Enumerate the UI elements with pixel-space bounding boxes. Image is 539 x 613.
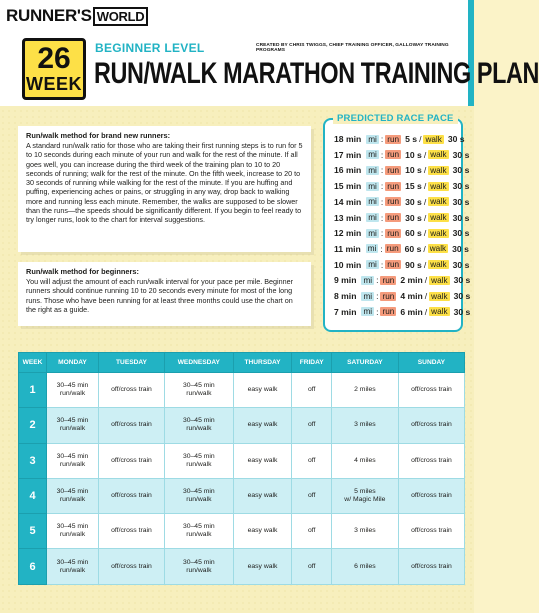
day-cell: 2 miles (331, 373, 398, 408)
day-cell: off/cross train (398, 408, 464, 443)
run-label: run (387, 134, 400, 144)
intro-block-new-runners (18, 126, 311, 252)
walk-value: 30 s (452, 259, 470, 270)
colon: : (380, 259, 384, 270)
pace-row (334, 306, 472, 318)
day-cell: 30–45 min run/walk (47, 549, 99, 584)
day-cell: off/cross train (98, 408, 164, 443)
day-cell: 3 miles (331, 514, 398, 549)
logo (6, 6, 148, 26)
slash: / (423, 149, 427, 160)
day-cell: off/cross train (398, 443, 464, 478)
mi-label: mi (368, 165, 377, 175)
walk-label: walk (429, 244, 447, 254)
walk-label: walk (431, 275, 448, 285)
week-number: 4 (19, 478, 47, 513)
pace-min: 9 min (334, 275, 357, 286)
table-row (19, 408, 465, 443)
table-row (19, 443, 465, 478)
run-value: 5 s (405, 134, 418, 144)
logo-text: RUNNER'S (6, 6, 92, 25)
slash: / (419, 134, 422, 144)
day-cell: 30–45 min run/walk (165, 443, 234, 478)
day-cell: off (292, 549, 332, 584)
pace-min: 12 min (334, 228, 362, 239)
colon: : (380, 149, 384, 160)
column-header: TUESDAY (98, 353, 164, 373)
day-cell: off/cross train (98, 478, 164, 513)
slash: / (423, 259, 427, 270)
colon: : (380, 181, 384, 192)
day-cell: 30–45 min run/walk (47, 408, 99, 443)
intro-heading: Run/walk method for brand new runners: (26, 131, 171, 140)
mi-label: mi (363, 307, 373, 317)
race-pace-title: PREDICTED RACE PACE (333, 113, 458, 124)
slash: / (424, 306, 428, 317)
pace-min: 16 min (334, 165, 362, 176)
pace-min: 7 min (334, 306, 357, 317)
column-header: SATURDAY (331, 353, 398, 373)
day-cell: 30–45 min run/walk (165, 408, 234, 443)
day-cell: 30–45 min run/walk (47, 514, 99, 549)
day-cell: off (292, 478, 332, 513)
day-cell: off/cross train (398, 549, 464, 584)
day-cell: off (292, 373, 332, 408)
run-label: run (387, 260, 400, 270)
pace-min: 17 min (334, 149, 362, 160)
mi-label: mi (368, 213, 377, 222)
column-header: WEEK (19, 353, 47, 373)
walk-label: walk (425, 134, 442, 144)
schedule-header-row (19, 353, 465, 373)
run-label: run (382, 291, 395, 301)
pace-row (334, 149, 471, 161)
column-header: SUNDAY (398, 353, 464, 373)
slash: / (423, 243, 426, 254)
page-title: RUN/WALK MARATHON TRAINING PLAN (94, 57, 539, 90)
run-label: run (387, 181, 400, 191)
walk-value: 30 s (447, 134, 465, 144)
walk-value: 30 s (453, 291, 471, 301)
pace-min: 13 min (334, 212, 362, 223)
run-value: 15 s (405, 181, 422, 192)
intro-body: A standard run/walk ratio for those who are taking their first running steps is to run for 5 to 10 seconds during each minute of your run and walk for the rest of the minute. If all goes well, you can increase during the third week of the training plan to 10 to 20 seconds of running; walk for the rest of the minute. On the fifth week, increase to 20 to 30 seconds of running while walking for the rest of the minute. If you are huffing and puffing, experiencing aches or pains, or struggling in any way, drop back to walking more and running less each minute. Remember, the walks are supposed to be slower than the runs—the speeds should be significantly different. If you begin to feel ready to try longer runs, look to the chart for interval suggestions. (26, 141, 303, 225)
day-cell: 30–45 min run/walk (47, 373, 99, 408)
walk-label: walk (431, 291, 448, 301)
walk-value: 30 s (453, 275, 471, 286)
run-label: run (382, 307, 395, 317)
week-number: 1 (19, 373, 47, 408)
pace-min: 11 min (334, 243, 361, 254)
run-value: 10 s (405, 165, 422, 176)
slash: / (423, 196, 427, 207)
walk-value: 30 s (452, 165, 470, 176)
slash: / (423, 181, 427, 192)
run-label: run (387, 165, 400, 175)
race-pace-box (323, 113, 471, 332)
table-row (19, 373, 465, 408)
pace-row (334, 227, 471, 239)
colon: : (380, 228, 384, 239)
mi-label: mi (367, 244, 377, 254)
day-cell: off/cross train (98, 549, 164, 584)
header (0, 0, 539, 106)
pace-row (334, 180, 471, 192)
day-cell: easy walk (233, 443, 292, 478)
colon: : (380, 134, 384, 144)
mi-label: mi (363, 275, 373, 285)
subtitle: BEGINNER LEVEL (95, 41, 205, 55)
colon: : (376, 306, 379, 317)
column-header: THURSDAY (233, 353, 292, 373)
pace-row (334, 164, 471, 176)
badge-unit: WEEK (26, 74, 82, 94)
pace-row (334, 133, 467, 145)
run-label: run (387, 228, 400, 238)
day-cell: 30–45 min run/walk (165, 514, 234, 549)
slash: / (423, 212, 427, 223)
mi-label: mi (368, 228, 377, 238)
walk-label: walk (430, 181, 447, 191)
day-cell: off/cross train (98, 443, 164, 478)
colon: : (376, 291, 379, 301)
mi-label: mi (368, 197, 377, 207)
day-cell: 30–45 min run/walk (165, 373, 234, 408)
mi-label: mi (368, 181, 377, 191)
run-value: 90 s (405, 259, 422, 270)
intro-block-beginners (18, 262, 311, 326)
week-number: 2 (19, 408, 47, 443)
table-row (19, 549, 465, 584)
intro-heading: Run/walk method for beginners: (26, 267, 139, 276)
walk-value: 30 s (452, 181, 470, 192)
run-label: run (387, 197, 400, 207)
pace-min: 18 min (334, 134, 362, 144)
week-badge (22, 38, 86, 100)
slash: / (424, 291, 428, 301)
walk-label: walk (430, 260, 447, 270)
slash: / (423, 228, 427, 239)
table-row (19, 514, 465, 549)
walk-label: walk (430, 213, 447, 222)
day-cell: 30–45 min run/walk (165, 549, 234, 584)
credit: CREATED BY CHRIS TWIGGS, CHIEF TRAINING OFFICER, GALLOWAY TRAINING PROGRAMS (256, 43, 449, 53)
day-cell: off (292, 443, 332, 478)
walk-value: 30 s (452, 228, 470, 239)
walk-label: walk (431, 307, 448, 317)
walk-value: 30 s (452, 243, 469, 254)
pace-min: 10 min (334, 259, 362, 270)
pace-row (334, 274, 472, 286)
walk-value: 30 s (452, 149, 470, 160)
pace-row (334, 290, 472, 302)
run-value: 10 s (405, 149, 422, 160)
intro-body: You will adjust the amount of each run/walk interval for your pace per mile. Beginner runners should continue running 10 to 20 seconds every minute for most of the long runs. Those who have been running for at least three months could use the chart on the right as a guide. (26, 277, 294, 314)
mi-label: mi (368, 260, 377, 270)
logo-world: WORLD (93, 7, 149, 26)
day-cell: easy walk (233, 478, 292, 513)
mi-label: mi (368, 134, 377, 144)
colon: : (380, 196, 384, 207)
run-value: 6 min (400, 306, 423, 317)
run-value: 2 min (400, 275, 423, 286)
badge-number: 26 (37, 42, 71, 75)
colon: : (380, 165, 384, 176)
schedule-table (18, 352, 465, 585)
pace-min: 15 min (334, 181, 362, 192)
walk-value: 30 s (453, 306, 471, 317)
mi-label: mi (363, 291, 373, 301)
week-number: 6 (19, 549, 47, 584)
day-cell: off/cross train (98, 514, 164, 549)
column-header: MONDAY (47, 353, 99, 373)
day-cell: 30–45 min run/walk (47, 443, 99, 478)
day-cell: 5 miles w/ Magic Mile (331, 478, 398, 513)
day-cell: off/cross train (398, 373, 464, 408)
slash: / (424, 275, 428, 286)
day-cell: easy walk (233, 408, 292, 443)
run-value: 60 s (405, 228, 422, 239)
walk-label: walk (430, 228, 447, 238)
colon: : (380, 212, 384, 223)
run-label: run (382, 275, 395, 285)
table-row (19, 478, 465, 513)
walk-value: 30 s (452, 212, 470, 223)
pace-row (334, 243, 471, 255)
day-cell: 30–45 min run/walk (47, 478, 99, 513)
day-cell: easy walk (233, 549, 292, 584)
run-value: 4 min (400, 291, 423, 301)
walk-value: 30 s (452, 196, 470, 207)
day-cell: easy walk (233, 514, 292, 549)
day-cell: 6 miles (331, 549, 398, 584)
colon: : (376, 275, 379, 286)
day-cell: 4 miles (331, 443, 398, 478)
slash: / (423, 165, 427, 176)
walk-label: walk (430, 165, 447, 175)
run-value: 30 s (405, 196, 422, 207)
run-label: run (386, 244, 399, 254)
mi-label: mi (368, 150, 377, 160)
day-cell: off/cross train (398, 478, 464, 513)
pace-row (334, 259, 471, 271)
walk-label: walk (430, 150, 447, 160)
day-cell: off/cross train (398, 514, 464, 549)
week-number: 3 (19, 443, 47, 478)
column-header: FRIDAY (292, 353, 332, 373)
day-cell: off (292, 514, 332, 549)
day-cell: 3 miles (331, 408, 398, 443)
day-cell: 30–45 min run/walk (165, 478, 234, 513)
pace-row (334, 212, 471, 224)
day-cell: off/cross train (98, 373, 164, 408)
run-label: run (387, 213, 400, 222)
column-header: WEDNESDAY (165, 353, 234, 373)
day-cell: off (292, 408, 332, 443)
run-value: 60 s (404, 243, 422, 254)
pace-min: 8 min (334, 291, 357, 301)
day-cell: easy walk (233, 373, 292, 408)
walk-label: walk (430, 197, 447, 207)
pace-min: 14 min (334, 196, 362, 207)
run-label: run (387, 150, 400, 160)
run-value: 30 s (405, 212, 422, 223)
colon: : (380, 243, 383, 254)
week-number: 5 (19, 514, 47, 549)
pace-row (334, 196, 471, 208)
